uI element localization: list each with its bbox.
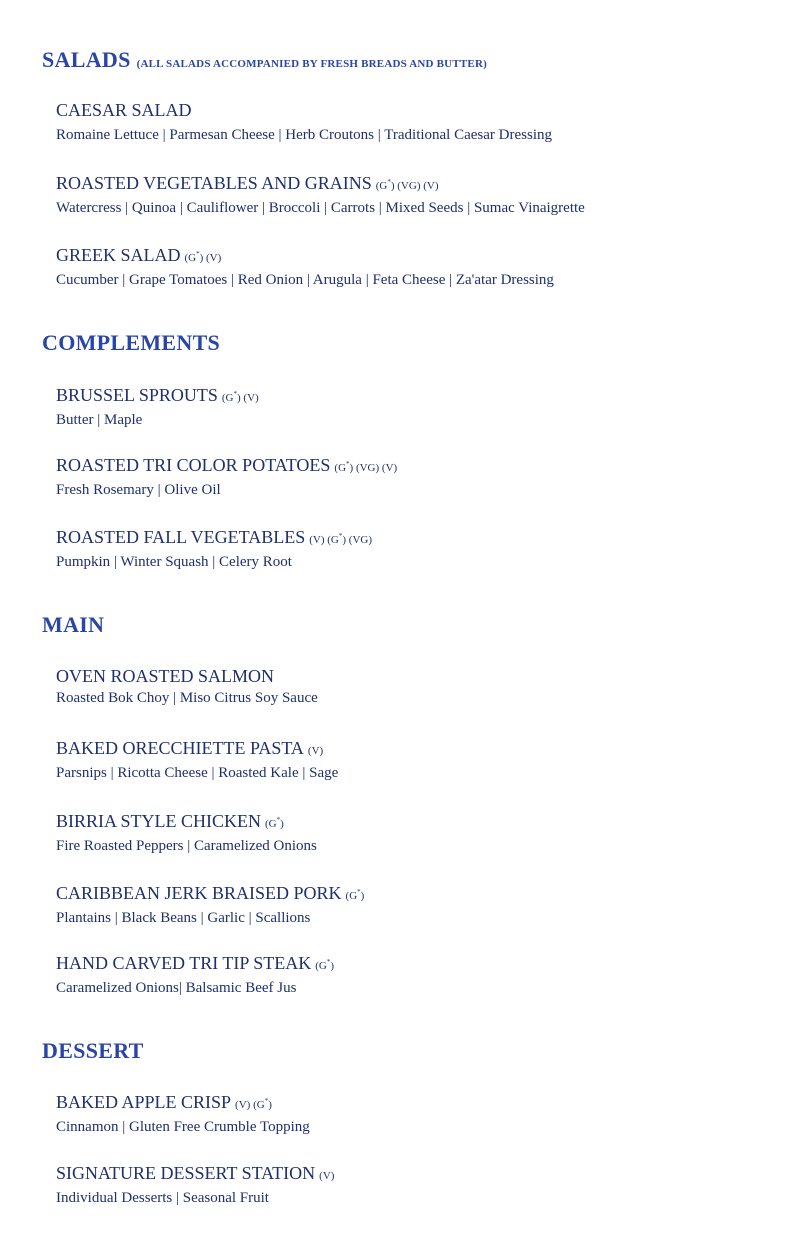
- section-title: SALADS: [42, 47, 131, 72]
- menu-item: [56, 809, 796, 856]
- section-title: MAIN: [42, 612, 105, 637]
- diet-tags: (G*) (V): [221, 390, 259, 404]
- menu-item: [56, 525, 796, 572]
- section-heading: [42, 47, 802, 77]
- item-name: BAKED ORECCHIETTE PASTA: [56, 738, 304, 758]
- diet-tags: (V): [319, 1170, 335, 1182]
- item-description: Plantains | Black Beans | Garlic | Scallions: [56, 910, 311, 926]
- menu-item: [56, 665, 796, 708]
- menu-item: [56, 881, 796, 928]
- diet-tags: (G*): [345, 888, 365, 902]
- section-main: [42, 612, 802, 638]
- diet-tags: (G*) (V): [184, 250, 222, 264]
- section-complements: [42, 330, 802, 356]
- menu-item: [56, 1162, 796, 1208]
- item-name: GREEK SALAD: [56, 245, 181, 265]
- item-description: Individual Desserts | Seasonal Fruit: [56, 1190, 269, 1206]
- item-name: SIGNATURE DESSERT STATION: [56, 1163, 316, 1183]
- diet-tags: (V) (G*) (VG): [309, 532, 373, 546]
- section-title: DESSERT: [42, 1038, 144, 1063]
- item-name: ROASTED FALL VEGETABLES: [56, 527, 306, 547]
- menu-item: [56, 243, 796, 290]
- section-salads: [42, 47, 802, 77]
- diet-tags: (G*): [315, 958, 335, 972]
- diet-tags: (G*): [265, 816, 284, 830]
- item-description: Fresh Rosemary | Olive Oil: [56, 482, 221, 498]
- menu-item: [56, 737, 796, 783]
- item-description: Pumpkin | Winter Squash | Celery Root: [56, 554, 292, 570]
- item-description: Roasted Bok Choy | Miso Citrus Soy Sauce: [56, 690, 318, 706]
- item-description: Cinnamon | Gluten Free Crumble Topping: [56, 1119, 310, 1135]
- item-description: Cucumber | Grape Tomatoes | Red Onion | Arugula | Feta Cheese | Za'atar Dressing: [56, 272, 554, 288]
- item-name: CAESAR SALAD: [56, 100, 192, 120]
- menu-item: [56, 171, 796, 218]
- item-description: Caramelized Onions| Balsamic Beef Jus: [56, 980, 297, 996]
- diet-tags: (G*) (VG) (V): [334, 460, 398, 474]
- section-note: (ALL SALADS ACCOMPANIED BY FRESH BREADS AND BUTTER): [136, 58, 487, 70]
- menu-item: [56, 1090, 796, 1137]
- item-description: Parsnips | Ricotta Cheese | Roasted Kale | Sage: [56, 765, 339, 781]
- item-name: BAKED APPLE CRISP: [56, 1092, 232, 1112]
- section-title: COMPLEMENTS: [42, 330, 221, 355]
- item-description: Butter | Maple: [56, 412, 143, 428]
- menu-item: [56, 99, 796, 145]
- diet-tags: (G*) (VG) (V): [375, 178, 439, 192]
- diet-tags: (V): [307, 745, 324, 757]
- item-name: OVEN ROASTED SALMON: [56, 666, 275, 686]
- menu-item: [56, 383, 796, 430]
- section-dessert: [42, 1038, 802, 1064]
- item-description: Romaine Lettuce | Parmesan Cheese | Herb Croutons | Traditional Caesar Dressing: [56, 127, 552, 143]
- item-name: BRUSSEL SPROUTS: [56, 385, 218, 405]
- item-description: Fire Roasted Peppers | Caramelized Onions: [56, 838, 317, 854]
- section-heading: [42, 1038, 802, 1064]
- item-name: BIRRIA STYLE CHICKEN: [56, 811, 262, 831]
- menu-item: [56, 951, 796, 998]
- item-name: HAND CARVED TRI TIP STEAK: [56, 953, 312, 973]
- diet-tags: (V) (G*): [235, 1097, 272, 1111]
- item-name: ROASTED VEGETABLES AND GRAINS: [56, 173, 372, 193]
- item-name: ROASTED TRI COLOR POTATOES: [56, 455, 331, 475]
- section-heading: [42, 612, 802, 638]
- item-description: Watercress | Quinoa | Cauliflower | Broccoli | Carrots | Mixed Seeds | Sumac Vinaigrette: [56, 200, 585, 216]
- section-heading: [42, 330, 802, 356]
- item-name: CARIBBEAN JERK BRAISED PORK: [56, 883, 342, 903]
- menu-item: [56, 453, 796, 500]
